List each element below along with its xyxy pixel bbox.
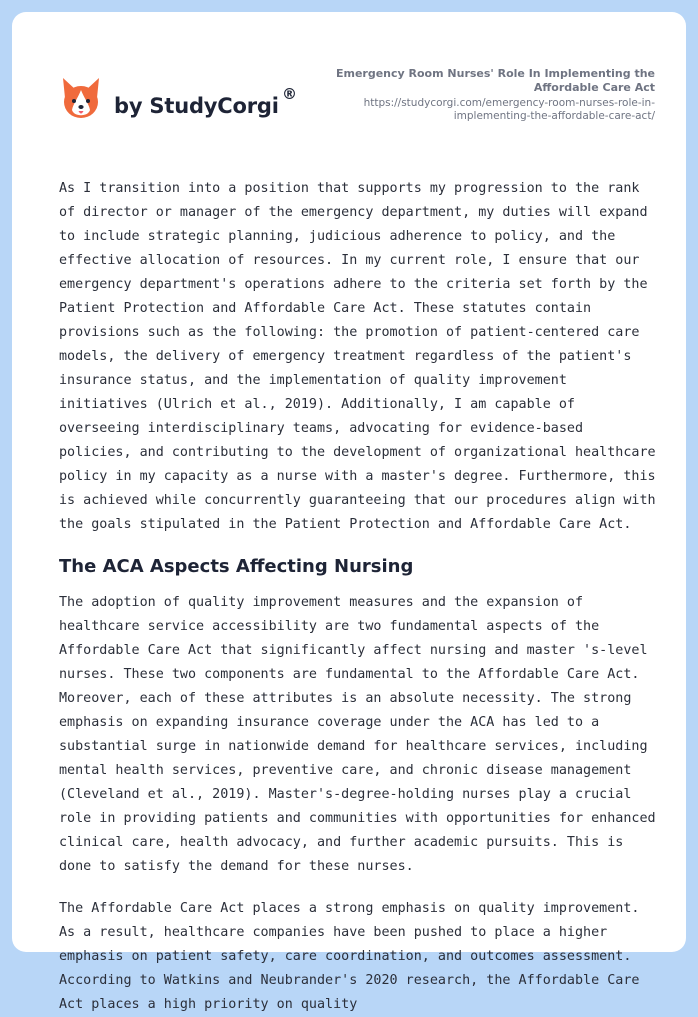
essay-meta xyxy=(335,67,655,123)
section-heading: The ACA Aspects Affecting Nursing xyxy=(59,556,414,577)
section-paragraph: The Affordable Care Act places a strong emphasis on quality improvement. As a result, healthcare companies have been pushed to place a higher emphasis on patient safety, care coordination, and outcomes assessment. According to Watkins and Neubrander's 2020 research, the Affordable Care Act places a high priority on quality xyxy=(59,901,640,1012)
essay-url[interactable]: https://studycorgi.com/emergency-room-nurses-role-in-implementing-the-affordable-care-act/ xyxy=(363,97,655,122)
intro-paragraph: As I transition into a position that supports my progression to the rank of director or manager of the emergency department, my duties will expand to include strategic planning, judicious adherence to policy, and the effective allocation of resources. In my current role, I ensure that our emergency department's operations adhere to the criteria set forth by the Patient Protection and Affordable Care Act. These statutes contain provisions such as the following: the promotion of patient-centered care models, the delivery of emergency treatment regardless of the patient's insurance status, and the implementation of quality improvement initiatives (Ulrich et al., 2019). Additionally, I am capable of overseeing interdisciplinary teams, advocating for evidence-based policies, and contributing to the development of organizational healthcare policy in my capacity as a nurse with a master's degree. Furthermore, this is achieved while concurrently guaranteeing that our procedures align with the goals stipulated in the Patient Protection and Affordable Care Act. xyxy=(59,181,656,532)
section-paragraph: The adoption of quality improvement measures and the expansion of healthcare service accessibility are two fundamental aspects of the Affordable Care Act that significantly affect nursing and master 's-level nurses. These two components are fundamental to the Affordable Care Act. Moreover, each of these attributes is an absolute necessity. The strong emphasis on expanding insurance coverage under the ACA has led to a substantial surge in nationwide demand for healthcare services, including mental health services, preventive care, and chronic disease management (Cleveland et al., 2019). Master's-degree-holding nurses play a crucial role in providing patients and communities with opportunities for enhanced clinical care, health advocacy, and further academic pursuits. This is done to satisfy the demand for these nurses. xyxy=(59,595,656,874)
document-page xyxy=(12,12,686,1012)
registered-mark: ® xyxy=(282,85,297,103)
corgi-logo-icon xyxy=(60,76,102,122)
essay-body xyxy=(59,177,659,1017)
essay-title: Emergency Room Nurses' Role In Implementing the Affordable Care Act xyxy=(335,67,655,94)
brand-name: by StudyCorgi xyxy=(114,94,279,118)
studycorgi-logo[interactable] xyxy=(60,76,320,140)
